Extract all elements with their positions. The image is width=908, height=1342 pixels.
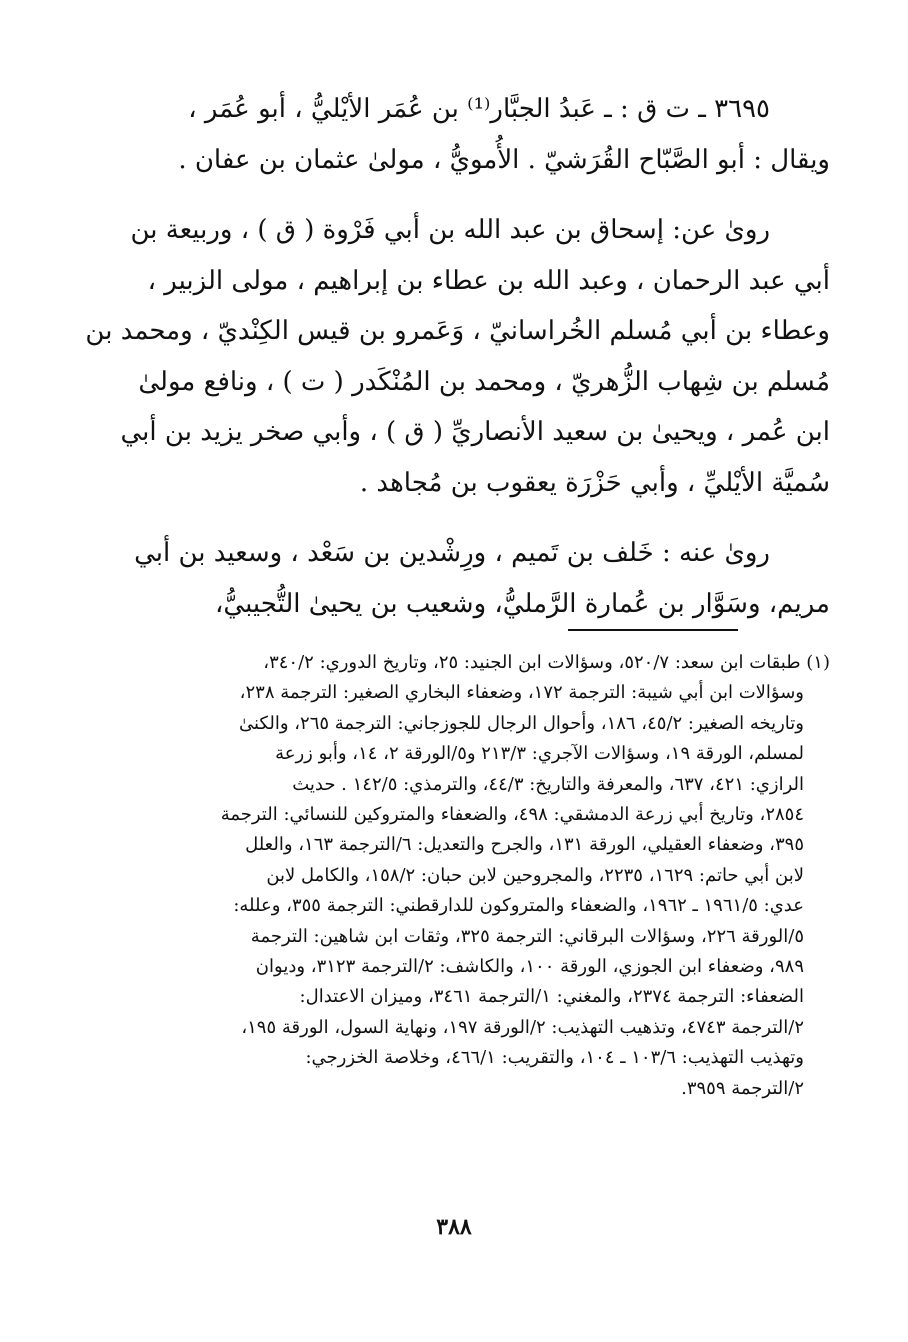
footnote-line: ٢٨٥٤، وتاريخ أبي زرعة الدمشقي: ٤٩٨، والضعفاء والمتروكين للنسائي: الترجمة bbox=[220, 804, 804, 826]
text-line: أبي عبد الرحمان ، وعبد الله بن عطاء بن إبراهيم ، مولى الزبير ، bbox=[147, 265, 830, 296]
footnote-1 bbox=[78, 648, 830, 678]
text-line: مُسلم بن شِهاب الزُّهريّ ، ومحمد بن المُنْكَدر ( ت ) ، ونافع مولىٰ bbox=[138, 366, 830, 397]
footnote-line: لابن أبي حاتم: ١٦٢٩، ٢٢٣٥، والمجروحين لابن حبان: ١٥٨/٢، والكامل لابن bbox=[266, 864, 804, 886]
entry-heading bbox=[78, 84, 830, 185]
footnote-line: ٣٩٥، وضعفاء العقيلي، الورقة ١٣١، والجرح والتعديل: ٦/الترجمة ١٦٣، والعلل bbox=[245, 834, 804, 856]
footnote-line: وتهذيب التهذيب: ١٠٣/٦ ـ ١٠٤، والتقريب: ٤٦٦/١، وخلاصة الخزرجي: bbox=[305, 1047, 804, 1069]
text-line: سُميَّة الأيْليِّ ، وأبي حَزْرَة يعقوب بن مُجاهد . bbox=[359, 467, 830, 498]
footnote-line: ٩٨٩، وضعفاء ابن الجوزي، الورقة ١٠٠، والكاشف: ٢/الترجمة ٣١٢٣، وديوان bbox=[255, 956, 804, 978]
footnote-line: وتاريخه الصغير: ٤٥/٢، ١٨٦، وأحوال الرجال للجوزجاني: الترجمة ٢٦٥، والكنىٰ bbox=[238, 712, 804, 734]
narrated-by-paragraph bbox=[78, 528, 830, 629]
text-line: روىٰ عنه : خَلف بن تَميم ، ورِشْدين بن سَعْد ، وسعيد بن أبي bbox=[134, 538, 770, 568]
text-line: مريم، وسَوَّار بن عُمارة الرَّمليُّ، وشعيب بن يحيىٰ التُّجيبيُّ، bbox=[215, 588, 830, 619]
footnote-line: الضعفاء: الترجمة ٢٣٧٤، والمغني: ١/الترجمة ٣٤٦١، وميزان الاعتدال: bbox=[299, 986, 804, 1008]
footnote-line: ٢/الترجمة ٣٩٥٩. bbox=[681, 1077, 804, 1099]
page-number: ٣٨٨ bbox=[436, 1214, 472, 1240]
main-text bbox=[78, 84, 830, 629]
footnote-line: ٢/الترجمة ٤٧٤٣، وتذهيب التهذيب: ٢/الورقة ١٩٧، ونهاية السول، الورقة ١٩٥، bbox=[241, 1016, 804, 1038]
narrated-from-paragraph bbox=[78, 205, 830, 508]
footnote-line: وسؤالات ابن أبي شيبة: الترجمة ١٧٢، وضعفاء البخاري الصغير: الترجمة ٢٣٨، bbox=[239, 682, 804, 704]
footnote-1-continued bbox=[78, 678, 830, 1104]
footnote-line: عدي: ١٩٦١/٥ ـ ١٩٦٢، والضعفاء والمتروكون للدارقطني: الترجمة ٣٥٥، وعلله: bbox=[233, 895, 804, 917]
footnote-line: (١) طبقات ابن سعد: ٥٢٠/٧، وسؤالات ابن الجنيد: ٢٥، وتاريخ الدوري: ٣٤٠/٢، bbox=[263, 652, 830, 673]
footnote-line: لمسلم، الورقة ١٩، وسؤالات الآجري: ٢١٣/٣ و٥/الورقة ٢، ١٤، وأبو زرعة bbox=[275, 743, 804, 765]
text-line: ابن عُمر ، ويحيىٰ بن سعيد الأنصاريِّ ( ق ) ، وأبي صخر يزيد بن أبي bbox=[120, 417, 830, 447]
footnotes bbox=[78, 648, 830, 1104]
text-line: روىٰ عن: إسحاق بن عبد الله بن أبي فَرْوة ( ق ) ، وربيعة بن bbox=[130, 215, 770, 245]
footnote-separator bbox=[568, 629, 738, 631]
entry-line: ٣٦٩٥ ـ ت ق : ـ عَبدُ الجبَّار⁽¹⁾ بن عُمَر الأيْليُّ ، أبو عُمَر ، bbox=[188, 94, 770, 124]
entry-line: ويقال : أبو الصَّبّاح القُرَشيّ . الأُمويُّ ، مولىٰ عثمان بن عفان . bbox=[178, 144, 830, 175]
text-line: وعطاء بن أبي مُسلم الخُراسانيّ ، وَعَمرو بن قيس الكِنْديّ ، ومحمد بن bbox=[85, 316, 830, 346]
footnote-line: ٥/الورقة ٢٢٦، وسؤالات البرقاني: الترجمة ٣٢٥، وثقات ابن شاهين: الترجمة bbox=[250, 925, 804, 947]
footnote-line: الرازي: ٤٢١، ٦٣٧، والمعرفة والتاريخ: ٤٤/٣، والترمذي: ١٤٢/٥ . حديث bbox=[292, 773, 804, 795]
